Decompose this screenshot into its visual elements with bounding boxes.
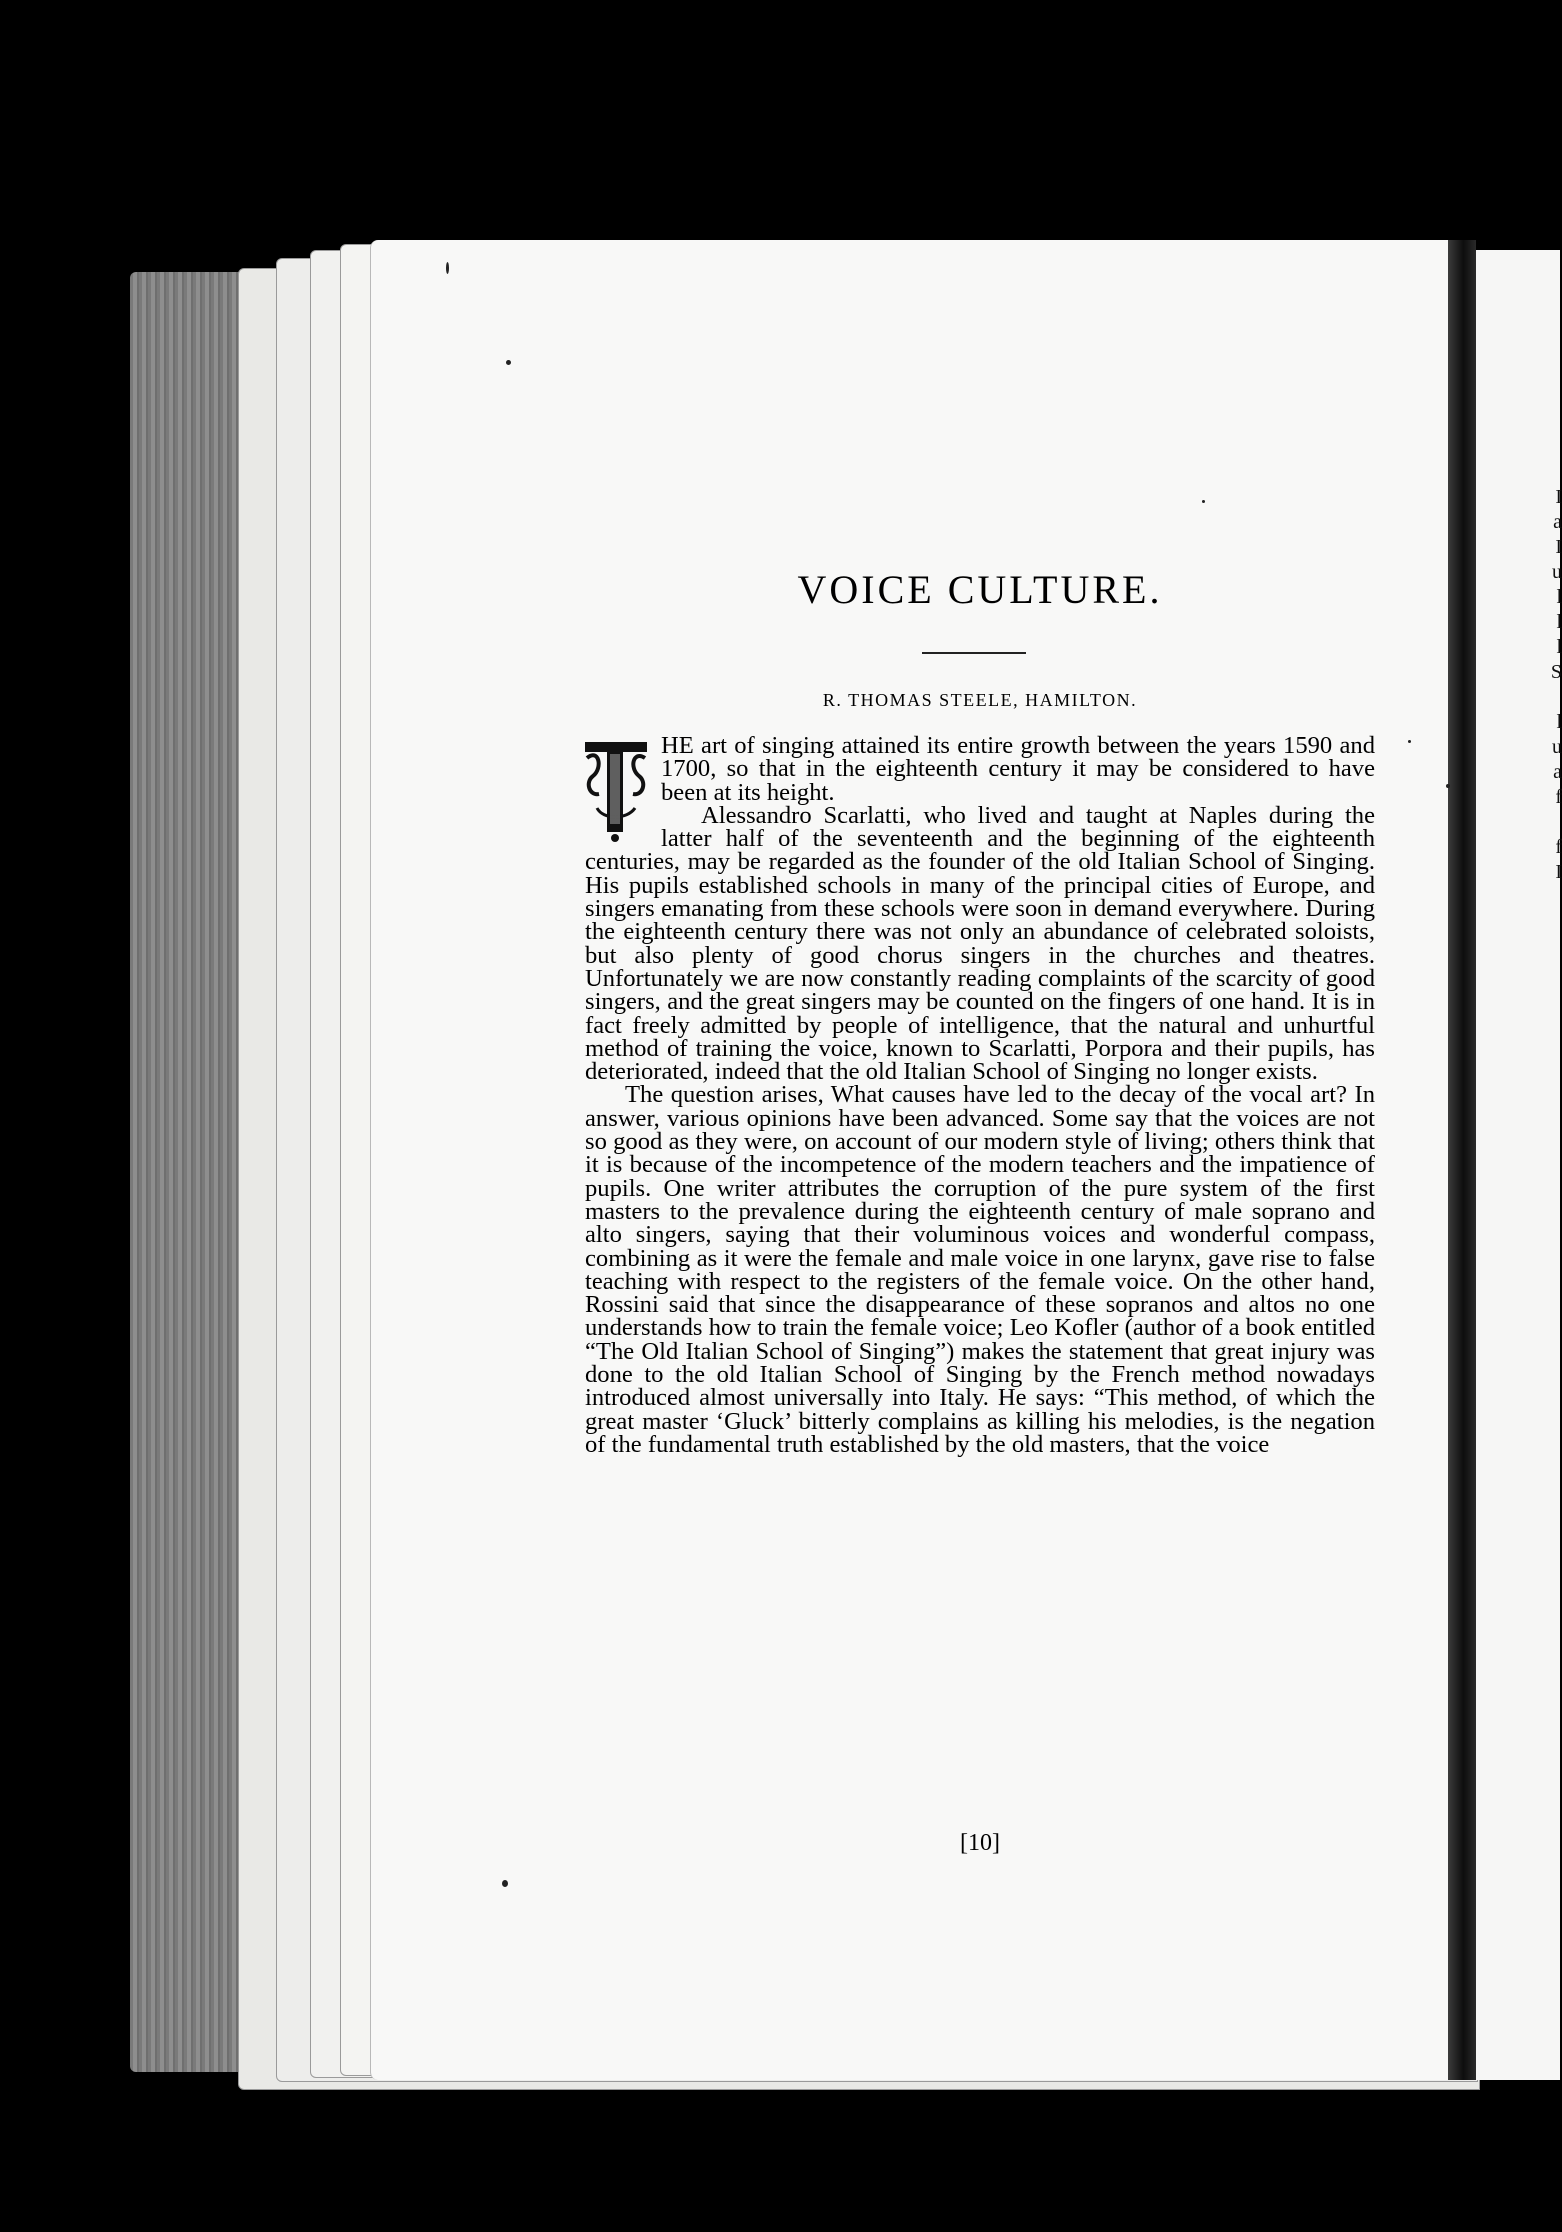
- paragraph: The question arises, What causes have led to the decay of the vocal art? In answer, various opinions have been advanced. Some say that the voices are not so good as they were, on account of our modern style of living; others think that it is because of the incompetence of the modern teachers and the impatience of pupils. One writer attributes the corruption of the pure system of the first masters to the prevalence during the eighteenth century of male soprano and alto singers, saying that their voluminous voices and wonderful compass, combining as it were the female and male voice in one larynx, gave rise to false teaching with respect to the registers of the female voice. On the other hand, Rossini said that since the disappearance of these sopranos and altos no one understands how to train the female voice; Leo Kofler (author of a book entitled “The Old Italian School of Singing”) makes the statement that great injury was done to the old Italian School of Singing by the French method nowadays introduced almost universally into Italy. He says: “This method, of which the great master ‘Gluck’ bitterly complains as killing his melodies, is the negation of the fundamental truth established by the old masters, that the voice: [585, 1081, 1375, 1458]
- scan-speck: [502, 1880, 508, 1887]
- scan-speck: [506, 360, 511, 365]
- book-gutter: [1448, 240, 1476, 2080]
- paragraph: Alessandro Scarlatti, who lived and taught at Naples during the latter half of the seventeenth and the beginning of the eighteenth centuries, may be regarded as the founder of the old Italian School of Singing. His pupils established schools in many of the principal cities of Europe, and singers emanating from these schools were soon in demand everywhere. During the eighteenth century there was not only an abundance of celebrated soloists, but also plenty of good chorus singers in the churches and theatres. Unfortunately we are now constantly reading complaints of the scarcity of good singers, and the great singers may be counted on the fingers of one hand. It is in fact freely admitted by people of intelligence, that the natural and unhurtful method of training the voice, known to Scarlatti, Porpora and their pupils, has deteriorated, indeed that the old Italian School of Singing no longer exists.: [585, 801, 1375, 1086]
- scan-speck: [1202, 500, 1205, 503]
- title-rule: [922, 652, 1026, 654]
- page-number: [10]: [960, 1830, 1000, 1856]
- scan-speck: [1408, 740, 1411, 743]
- paragraph: HE art of singing attained its entire growth between the years 1590 and 1700, so that in the eighteenth century it may be considered to have been at its height.: [661, 732, 1375, 806]
- facing-page-text-edge: I a I u l l l S l u a f f I: [1550, 486, 1562, 883]
- scan-speck: [446, 262, 449, 274]
- scan-speck: [1446, 784, 1450, 788]
- article-title: VOICE CULTURE.: [797, 567, 1163, 612]
- article-body: [585, 734, 1375, 1456]
- article-byline: R. THOMAS STEELE, HAMILTON.: [822, 690, 1138, 710]
- ornate-dropcap-t: [583, 738, 649, 844]
